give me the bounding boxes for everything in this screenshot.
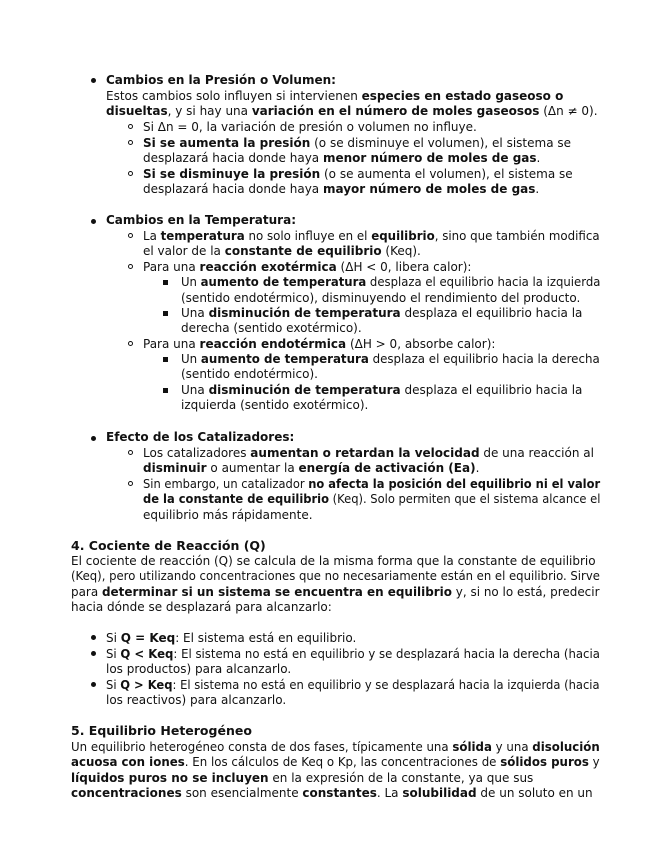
bullet-circle-icon	[128, 171, 133, 176]
bullet-disc-icon	[91, 635, 96, 640]
section-4-heading: 4. Cociente de Reacción (Q)	[71, 538, 266, 553]
cat-c1-line1: Los catalizadores aumentan o retardan la velocidad de una reacción al	[143, 446, 594, 460]
bullet-circle-icon	[128, 450, 133, 455]
temp-endo-a-line1: Un aumento de temperatura desplaza el equilibrio hacia la derecha	[181, 352, 600, 366]
temp-endo-b-line2: izquierda (sentido exotérmico).	[181, 398, 369, 412]
presion-intro-line1: Estos cambios solo influyen si intervienen especies en estado gaseoso o	[106, 89, 564, 103]
section-5-line2: acuosa con iones. En los cálculos de Keq o Kp, las concentraciones de sólidos puros y	[71, 755, 600, 769]
temp-exo-b-line2: derecha (sentido exotérmico).	[181, 321, 362, 335]
temp-exo-a-line1: Un aumento de temperatura desplaza el equilibrio hacia la izquierda	[181, 275, 601, 289]
section-5-line3: líquidos puros no se incluyen en la expresión de la constante, ya que sus	[71, 771, 534, 785]
temp-endo-b-line1: Una disminución de temperatura desplaza el equilibrio hacia la	[181, 383, 583, 397]
section-5-line4: concentraciones son esencialmente constantes. La solubilidad de un soluto en un	[71, 786, 593, 800]
temp-s1-line1: La temperatura no solo influye en el equilibrio, sino que también modifica	[143, 229, 600, 243]
cat-c2-line3: equilibrio más rápidamente.	[143, 508, 313, 522]
cat-c1-line2: disminuir o aumentar la energía de activación (Ea).	[143, 461, 480, 475]
temp-exo-a-line2: (sentido endotérmico), disminuyendo el rendimiento del producto.	[181, 291, 581, 305]
presion-sub2-line2: desplazará hacia donde haya menor número de moles de gas.	[143, 151, 541, 165]
bullet-circle-icon	[128, 264, 133, 269]
bullet-disc-icon	[91, 651, 96, 656]
bullet-square-icon	[163, 357, 168, 362]
section-title-temperatura: Cambios en la Temperatura:	[106, 213, 296, 227]
bullet-disc-icon	[91, 436, 96, 441]
bullet-square-icon	[163, 388, 168, 393]
bullet-disc-icon	[91, 682, 96, 687]
cat-c2-line1: Sin embargo, un catalizador no afecta la posición del equilibrio ni el valor	[143, 477, 601, 491]
temp-exo-b-line1: Una disminución de temperatura desplaza el equilibrio hacia la	[181, 306, 583, 320]
cat-c2-line2: de la constante de equilibrio (Keq). Solo permiten que el sistema alcance el	[143, 492, 601, 506]
temp-exotermica: Para una reacción exotérmica (ΔH < 0, libera calor):	[143, 260, 472, 274]
bullet-disc-icon	[91, 219, 96, 224]
q-greater-item-line2: los reactivos) para alcanzarlo.	[106, 693, 287, 707]
temp-s1-line2: el valor de la constante de equilibrio (Keq).	[143, 244, 421, 258]
section-title-catalizadores: Efecto de los Catalizadores:	[106, 430, 295, 444]
section-5-line1: Un equilibrio heterogéneo consta de dos fases, típicamente una sólida y una disolución	[71, 740, 600, 754]
presion-sub2-line1: Si se aumenta la presión (o se disminuye el volumen), el sistema se	[143, 136, 572, 150]
bullet-circle-icon	[128, 124, 133, 129]
presion-sub1: Si Δn = 0, la variación de presión o volumen no influye.	[143, 120, 477, 134]
temp-endotermica: Para una reacción endotérmica (ΔH > 0, absorbe calor):	[143, 337, 496, 351]
bullet-circle-icon	[128, 341, 133, 346]
temp-endo-a-line2: (sentido endotérmico).	[181, 367, 318, 381]
bullet-square-icon	[163, 280, 168, 285]
presion-intro-line2: disueltas, y si hay una variación en el número de moles gaseosos (Δn ≠ 0).	[106, 104, 598, 118]
presion-sub3-line2: desplazará hacia donde haya mayor número de moles de gas.	[143, 182, 540, 196]
q-equal-item: Si Q = Keq: El sistema está en equilibrio.	[106, 631, 357, 645]
bullet-circle-icon	[128, 233, 133, 238]
bullet-circle-icon	[128, 140, 133, 145]
bullet-circle-icon	[128, 481, 133, 486]
bullet-square-icon	[163, 311, 168, 316]
q-less-item-line2: los productos) para alcanzarlo.	[106, 662, 292, 676]
section-4-para-line2: (Keq), pero utilizando concentraciones que no necesariamente están en el equilibrio. Sirve	[71, 569, 600, 583]
section-title-presion: Cambios en la Presión o Volumen:	[106, 73, 336, 87]
q-less-item-line1: Si Q < Keq: El sistema no está en equilibrio y se desplazará hacia la derecha (hacia	[106, 647, 600, 661]
section-5-heading: 5. Equilibrio Heterogéneo	[71, 723, 252, 738]
q-greater-item-line1: Si Q > Keq: El sistema no está en equilibrio y se desplazará hacia la izquierda (hacia	[106, 678, 600, 692]
section-4-para-line3: para determinar si un sistema se encuentra en equilibrio y, si no lo está, predecir	[71, 585, 600, 599]
section-4-para-line1: El cociente de reacción (Q) se calcula de la misma forma que la constante de equilibrio	[71, 554, 596, 568]
presion-sub3-line1: Si se disminuye la presión (o se aumenta el volumen), el sistema se	[143, 167, 573, 181]
bullet-disc-icon	[91, 78, 96, 83]
section-4-para-line4: hacia dónde se desplazará para alcanzarlo:	[71, 600, 332, 614]
